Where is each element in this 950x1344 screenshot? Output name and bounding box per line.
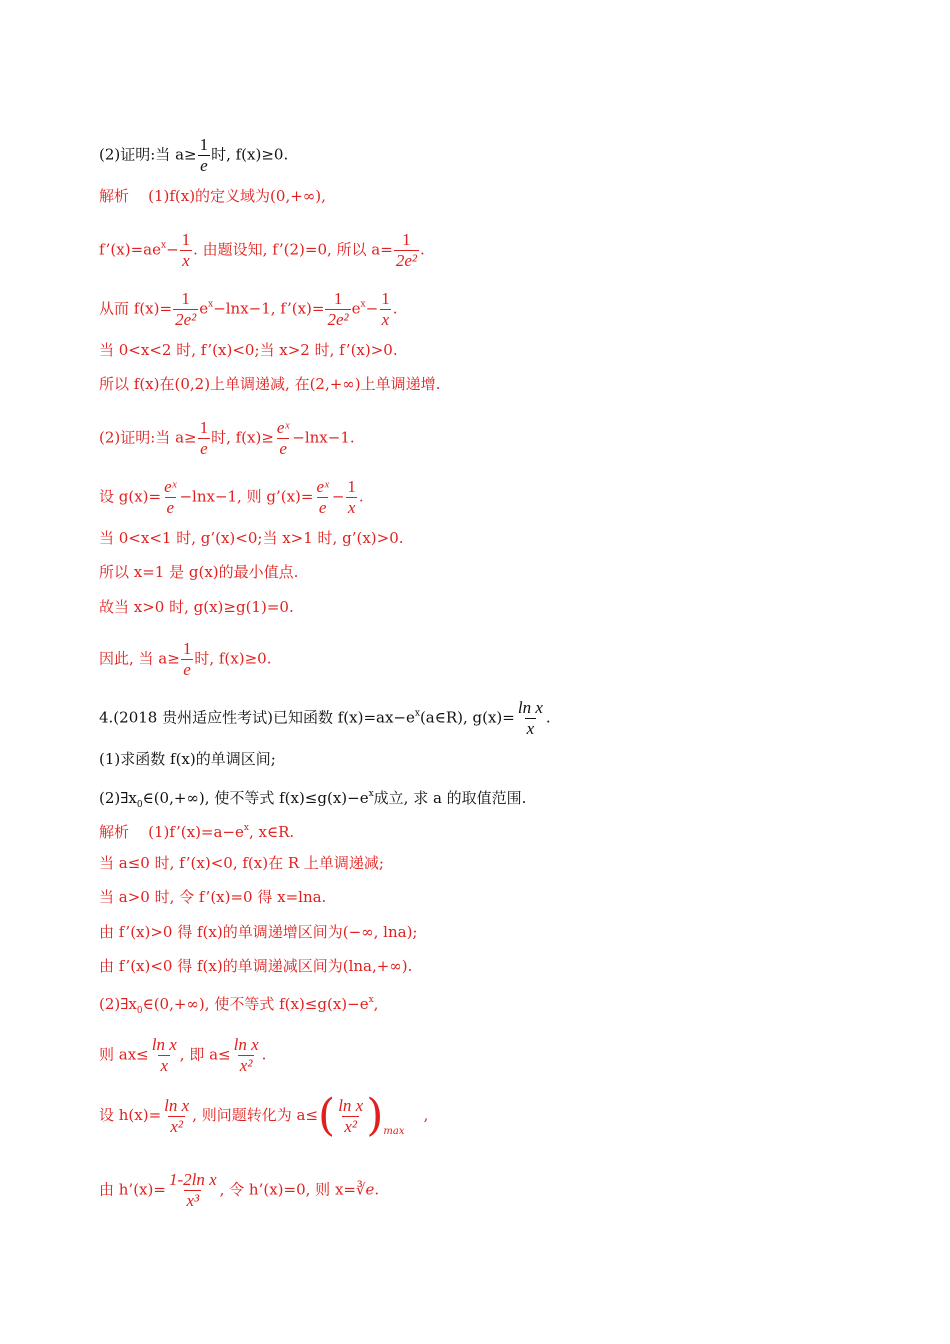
define-h-line: 设 h(x)= $\frac{\text{ln x}}{\text{x²}}$ , 则问题转化为 a≤( $\frac{\text{ln x}}{\text{x²}}$ )$_{max}$ , [99, 1090, 429, 1141]
inequality-transform: 则 ax≤ $\frac{\text{ln x}}{x}$ , 即 a≤ $\frac{\text{ln x}}{\text{x²}}$ . [99, 1035, 267, 1075]
solution-4-part2: $(2)\exists x_0\in(0,+\infty)$, 使不等式 $f(x)\le g(x)-e^x$, [99, 995, 379, 1016]
question-4-part2: $(2)\exists x_0\in(0,+\infty)$, 使不等式 $f(x)\le g(x)-e^x$成立, 求 a 的取值范围. [99, 789, 527, 810]
proof-part2-line: (2)证明:当 a≥ $\frac{1}{e}$ 时, f(x)≥ $\frac{\text{eˣ}}{e}$ −lnx−1. [99, 418, 355, 458]
fraction-1-over-x: $\frac{1}{x}$ [181, 230, 191, 270]
g-nonnegative-line: 故当 x>0 时, g(x)≥g(1)=0. [99, 598, 294, 616]
fraction-1-over-2e2: $\frac{1}{\text{2e²}}$ [395, 230, 417, 270]
sign-analysis-f: 当 0<x<2 时, f’(x)<0;当 x>2 时, f’(x)>0. [99, 341, 398, 359]
solution-label: 解析 [99, 187, 130, 205]
sign-analysis-g: 当 0<x<1 时, g’(x)<0;当 x>1 时, g’(x)>0. [99, 529, 404, 547]
fraction-1-over-e: $\frac{1}{e}$ [199, 135, 209, 175]
function-form-line: 从而 f(x)= $\frac{1}{\text{2e²}}$ $e^x-\ln x-1$, f’(x)= $\frac{1}{\text{2e²}}$ $e^x-$ $\frac{1}{x}$ . [99, 289, 398, 329]
solution-label: 解析 [99, 823, 130, 841]
solution-4-part1: 解析 $(1)f’(x)=a-e^x$, x∈R. [99, 823, 295, 841]
increasing-interval: 由 f’(x)>0 得 f(x)的单调递增区间为(−∞, lna); [99, 923, 418, 941]
solution-intro: 解析 (1)f(x)的定义域为(0,+∞), [99, 187, 326, 205]
question-4-part1: (1)求函数 f(x)的单调区间; [99, 750, 276, 768]
case-a-le-0: 当 a≤0 时, f’(x)<0, f(x)在 R 上单调递减; [99, 854, 384, 872]
h-derivative-line: 由 h’(x)= $\frac{\text{1-2ln x}}{\text{x³}}$ , 令 h’(x)=0, 则 x=∛e. [99, 1170, 380, 1210]
monotonic-conclusion-f: 所以 f(x)在(0,2)上单调递减, 在(2,+∞)上单调递增. [99, 375, 441, 393]
decreasing-interval: 由 f’(x)<0 得 f(x)的单调递减区间为(lna,+∞). [99, 957, 413, 975]
case-a-gt-0: 当 a>0 时, 令 f’(x)=0 得 x=lna. [99, 888, 327, 906]
define-g-line: 设 g(x)= $\frac{\text{eˣ}}{e}$ −lnx−1, 则 g’(x)= $\frac{\text{eˣ}}{e}$ − $\frac{1}{x}$ . [99, 477, 364, 517]
min-point-line: 所以 x=1 是 g(x)的最小值点. [99, 563, 299, 581]
question-part2: (2)证明:当 a≥ $\frac{1}{e}$ 时, f(x)≥0. [99, 135, 289, 175]
question-4: 4.(2018 贵州适应性考试)已知函数 $f(x)=ax-e^x(a\in R)$, g(x)= $\frac{\text{ln x}}{x}$ . [99, 698, 551, 738]
derivative-line: $f’(x)=ae^x-$ $\frac{1}{x}$ . 由题设知, f’(2)=0, 所以 a= $\frac{1}{\text{2e²}}$ . [99, 230, 425, 270]
final-conclusion: 因此, 当 a≥ $\frac{1}{e}$ 时, f(x)≥0. [99, 639, 272, 679]
